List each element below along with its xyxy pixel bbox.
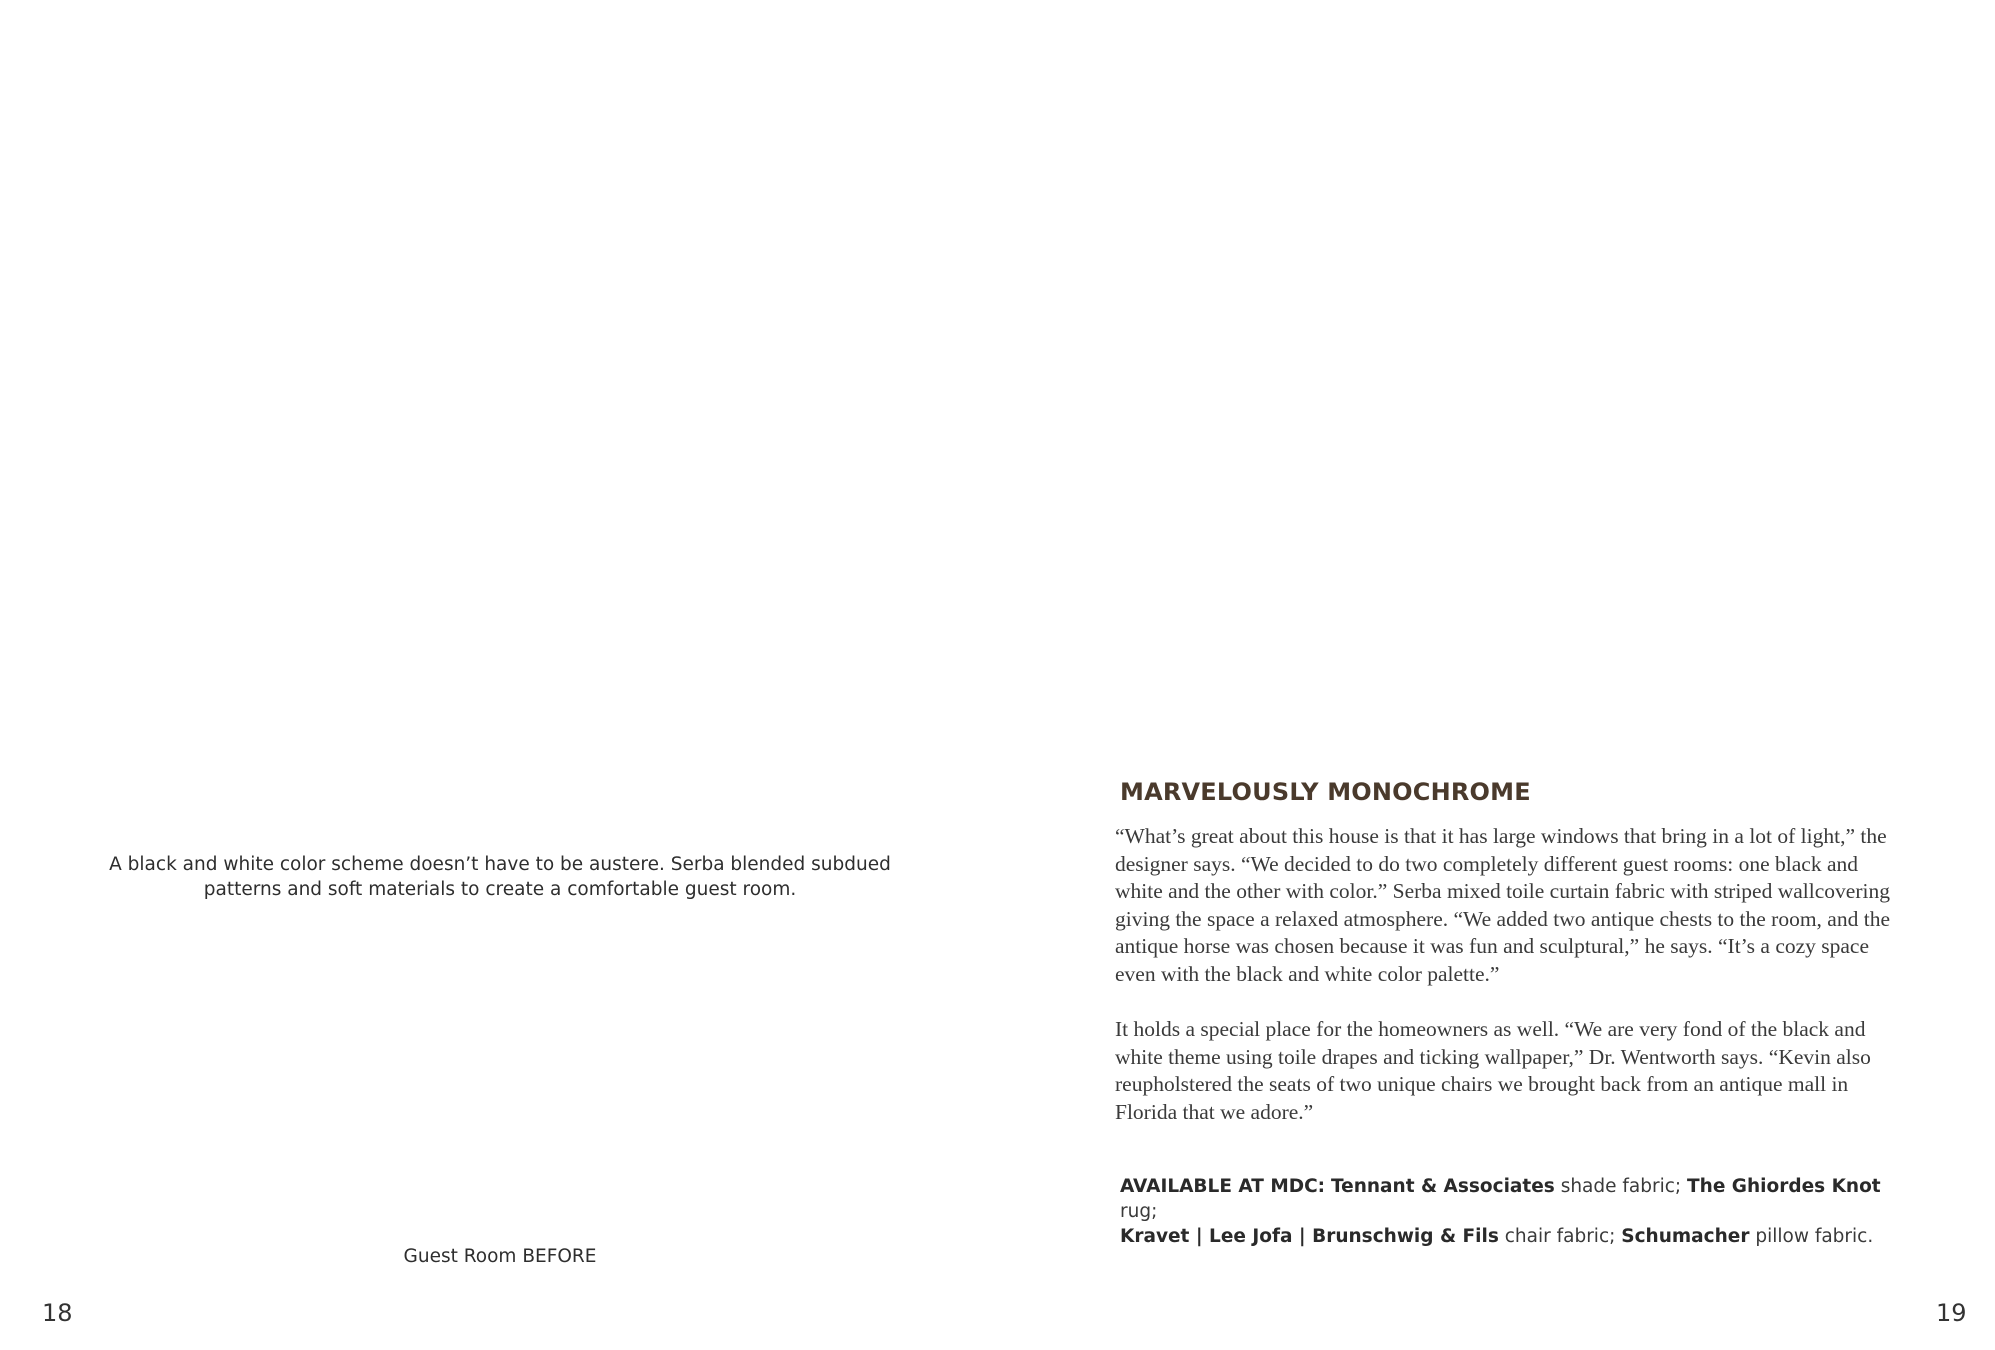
right-page — [998, 0, 1995, 1350]
page-number-right: 19 — [1936, 1299, 1967, 1327]
credit-vendor: Kravet | Lee Jofa | Brunschwig & Fils — [1120, 1226, 1499, 1247]
credit-vendor: Tennant & Associates — [1330, 1176, 1555, 1197]
credit-product: chair fabric; — [1504, 1226, 1616, 1247]
article-body — [1115, 823, 1905, 1154]
credit-product: shade fabric; — [1560, 1176, 1682, 1197]
section-title: MARVELOUSLY MONOCHROME — [1120, 778, 1531, 806]
credit-vendor: The Ghiordes Knot — [1687, 1176, 1881, 1197]
credit-vendor: Schumacher — [1621, 1226, 1750, 1247]
resource-credits — [1120, 1174, 1920, 1249]
credit-product: pillow fabric. — [1755, 1226, 1874, 1247]
photo-caption: A black and white color scheme doesn’t have to be austere. Serba blended subdued patterns and soft materials to create a comfortable guest room. — [109, 854, 891, 900]
article-paragraph: It holds a special place for the homeowners as well. “We are very fond of the black and white theme using toile drapes and ticking wallpaper,” Dr. Wentworth says. “Kevin also reupholstered the seats of two unique chairs we brought back from an antique mall in Florida that we adore.” — [1115, 1017, 1871, 1124]
page-number-left: 18 — [42, 1299, 73, 1327]
credits-label: AVAILABLE AT MDC: — [1120, 1176, 1326, 1197]
before-photo-caption: Guest Room BEFORE — [403, 1246, 597, 1267]
credit-product: rug; — [1120, 1201, 1158, 1222]
article-paragraph: “What’s great about this house is that it has large windows that bring in a lot of light,” the designer says. “We decided to do two completely different guest rooms: one black and white and the other with color.” Serba mixed toile curtain fabric with striped wallcovering giving the space a relaxed atmosphere. “We added two antique chests to the room, and the antique horse was chosen because it was fun and sculptural,” he says. “It’s a cozy space even with the black and white color palette.” — [1115, 824, 1890, 986]
